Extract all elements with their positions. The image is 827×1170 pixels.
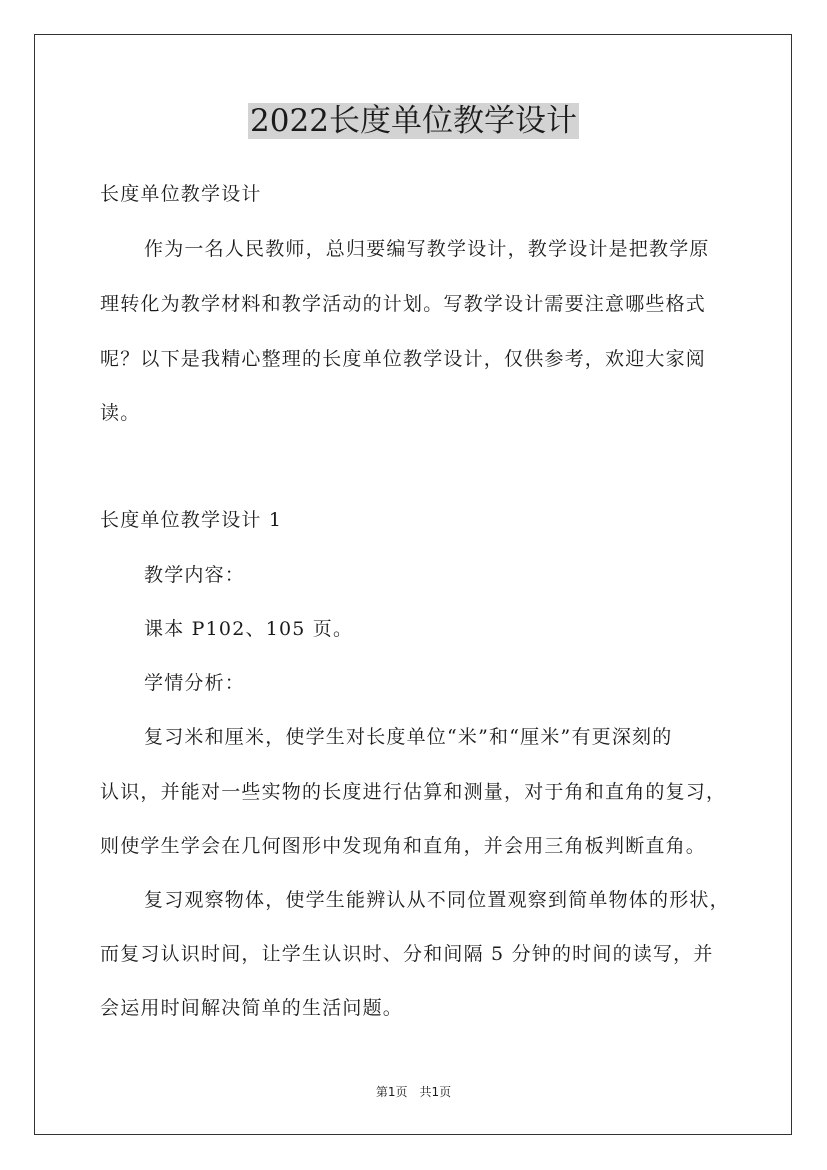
title-text: 2022长度单位教学设计 bbox=[250, 103, 577, 139]
page-number: 第1页 bbox=[375, 1085, 408, 1099]
subtitle: 长度单位教学设计 bbox=[100, 183, 262, 205]
content-label: 教学内容： bbox=[144, 564, 246, 586]
page-footer bbox=[0, 1084, 827, 1100]
para2-line-1: 复习观察物体，使学生能辨认从不同位置观察到简单物体的形状， bbox=[144, 889, 730, 911]
intro-line-2: 理转化为教学材料和教学活动的计划。写教学设计需要注意哪些格式 bbox=[100, 293, 707, 315]
content-text: 课本 P102、105 页。 bbox=[144, 618, 354, 640]
intro-line-1: 作为一名人民教师，总归要编写教学设计，教学设计是把教学原 bbox=[144, 238, 710, 260]
para1-line-1: 复习米和厘米，使学生对长度单位“米”和“厘米”有更深刻的 bbox=[144, 726, 673, 748]
para1-line-3: 则使学生学会在几何图形中发现角和直角，并会用三角板判断直角。 bbox=[100, 835, 707, 857]
para2-line-3: 会运用时间解决简单的生活问题。 bbox=[100, 997, 404, 1019]
section-heading: 长度单位教学设计 1 bbox=[100, 509, 283, 531]
analysis-label: 学情分析： bbox=[144, 672, 246, 694]
para1-line-2: 认识，并能对一些实物的长度进行估算和测量，对于角和直角的复习， bbox=[100, 781, 727, 803]
intro-line-4: 读。 bbox=[100, 402, 141, 424]
page-total: 共1页 bbox=[419, 1085, 452, 1099]
document-title bbox=[0, 100, 827, 142]
intro-line-3: 呢？以下是我精心整理的长度单位教学设计，仅供参考，欢迎大家阅 bbox=[100, 348, 707, 370]
para2-line-2: 而复习认识时间，让学生认识时、分和间隔 5 分钟的时间的读写，并 bbox=[100, 943, 714, 965]
